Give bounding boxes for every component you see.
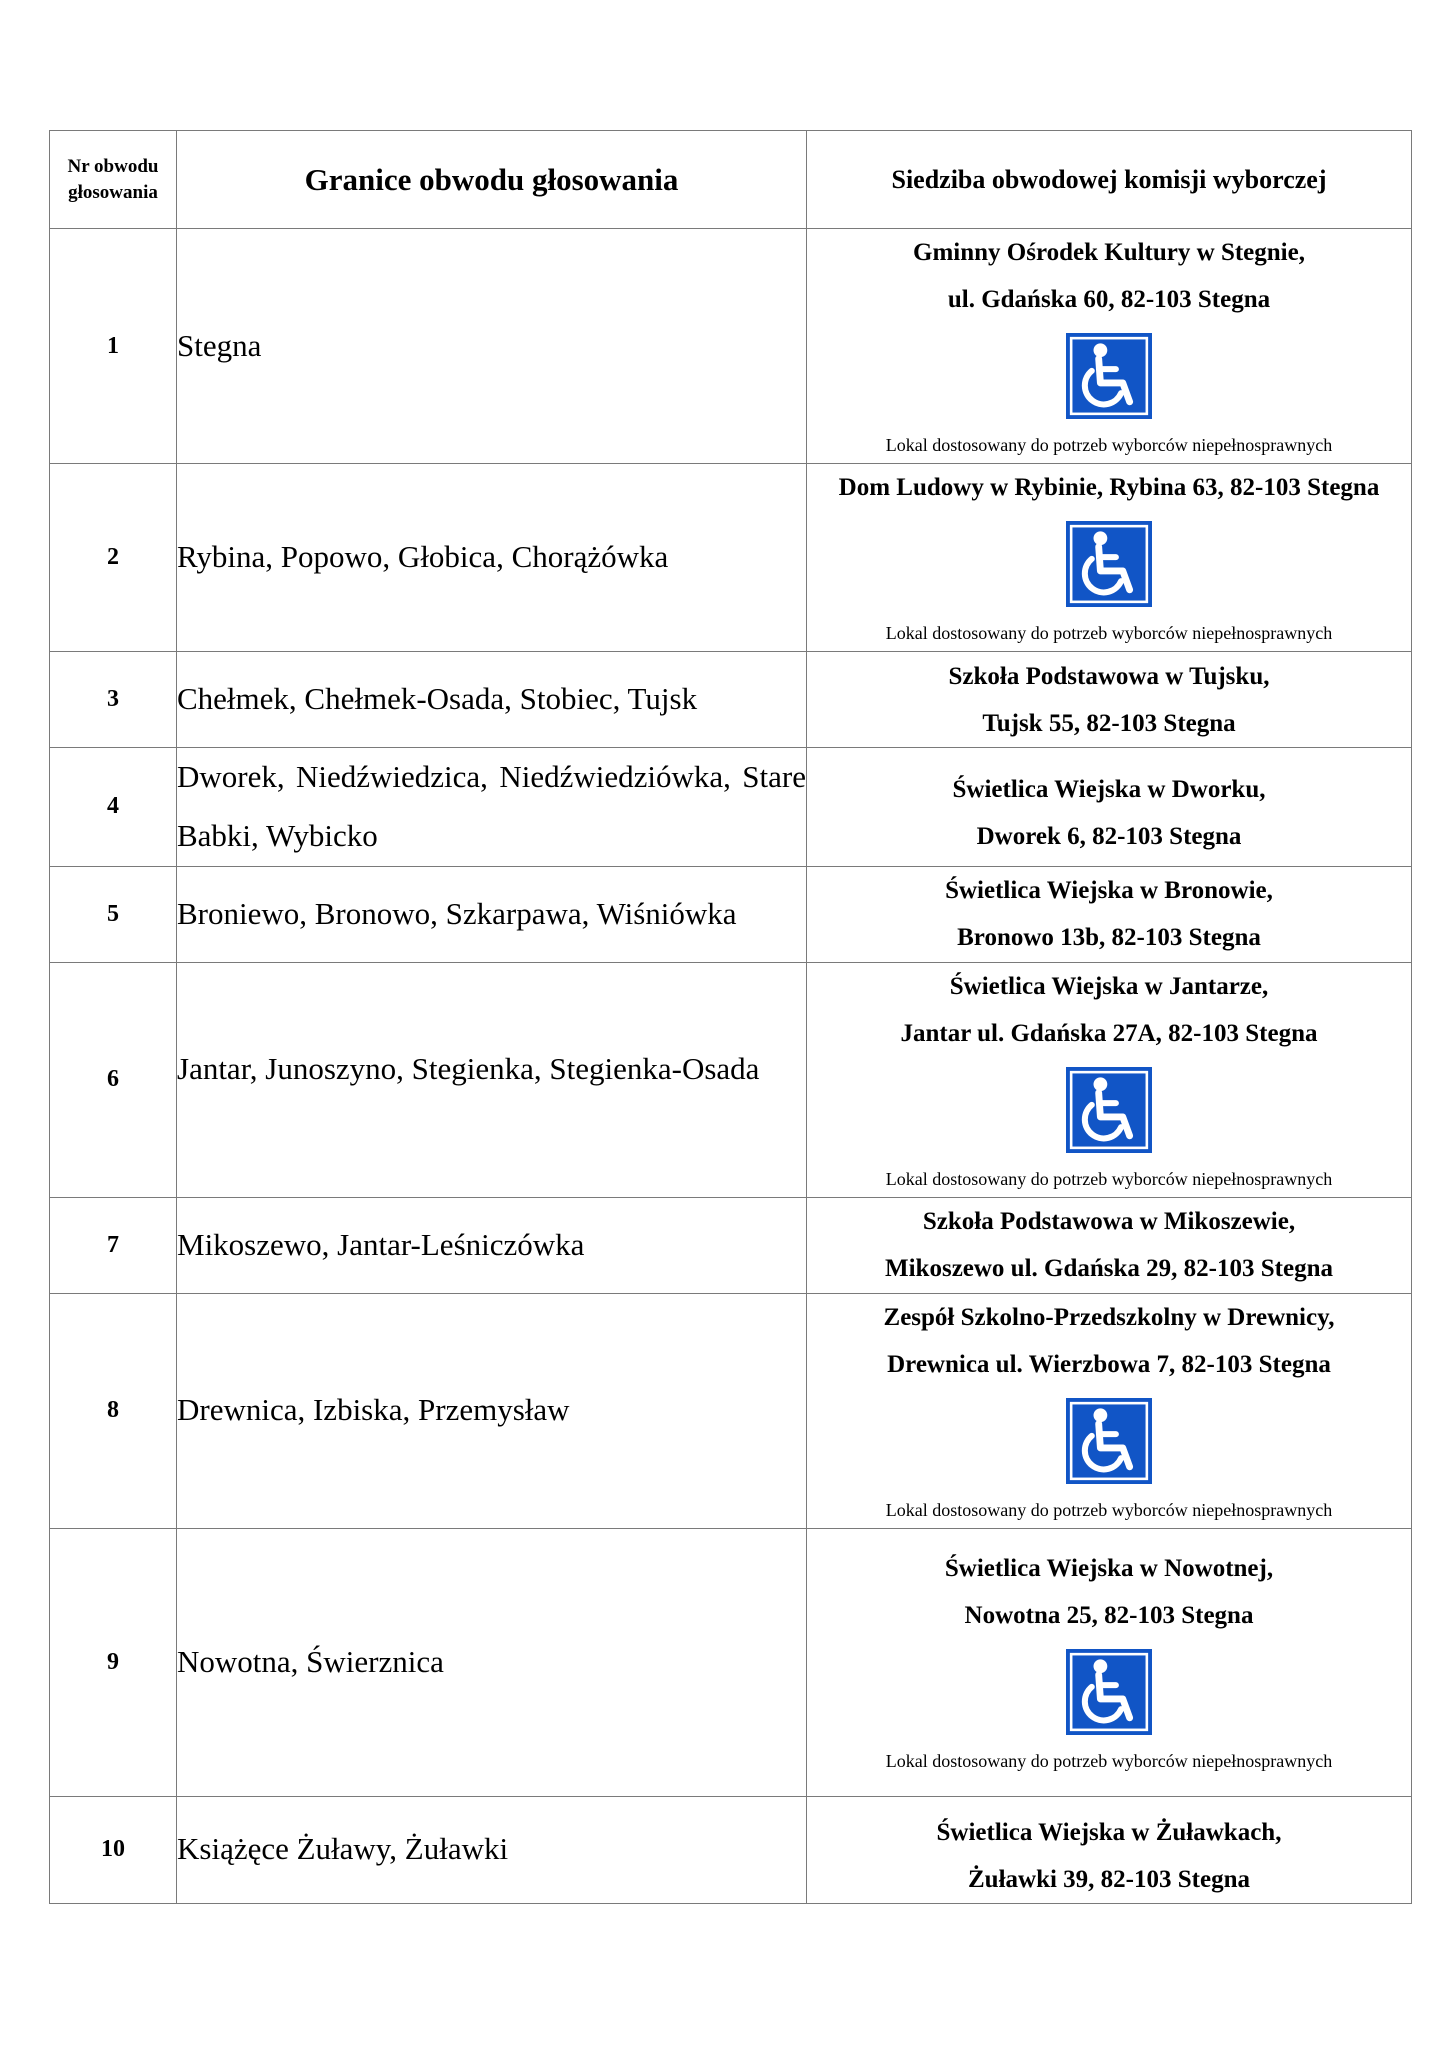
district-bounds: Chełmek, Chełmek-Osada, Stobiec, Tujsk — [177, 652, 807, 748]
wheelchair-accessible-icon — [1066, 1649, 1152, 1735]
table-row-10 — [50, 1796, 1412, 1903]
commission-seat — [807, 962, 1412, 1197]
seat-address-line: Bronowo 13b, 82-103 Stegna — [957, 924, 1261, 952]
seat-name-line: Świetlica Wiejska w Bronowie, — [945, 877, 1273, 905]
commission-seat — [807, 866, 1412, 962]
table-row-3 — [50, 652, 1412, 748]
district-number: 3 — [50, 652, 177, 748]
seat-address-line: ul. Gdańska 60, 82-103 Stegna — [947, 286, 1271, 313]
district-bounds: Rybina, Popowo, Głobica, Chorążówka — [177, 464, 807, 652]
table-row-4 — [50, 748, 1412, 867]
header-nr-line2: głosowania — [68, 181, 158, 203]
district-number: 6 — [50, 962, 177, 1197]
district-number: 4 — [50, 748, 177, 867]
district-number: 5 — [50, 866, 177, 962]
table-row-1 — [50, 229, 1412, 464]
accessibility-block — [807, 333, 1411, 457]
commission-seat — [807, 464, 1412, 652]
seat-address-line: Żuławki 39, 82-103 Stegna — [968, 1865, 1250, 1893]
commission-seat — [807, 1197, 1412, 1293]
commission-seat — [807, 1528, 1412, 1796]
accessibility-note: Lokal dostosowany do potrzeb wyborców niepełnosprawnych — [885, 1751, 1333, 1772]
seat-address-line: Tujsk 55, 82-103 Stegna — [982, 709, 1236, 737]
voting-districts-table — [49, 130, 1412, 1904]
seat-name-line: Świetlica Wiejska w Nowotnej, — [944, 1555, 1274, 1583]
commission-seat — [807, 229, 1412, 464]
district-bounds: Drewnica, Izbiska, Przemysław — [177, 1293, 807, 1528]
accessibility-note: Lokal dostosowany do potrzeb wyborców niepełnosprawnych — [885, 435, 1333, 455]
table-row-9 — [50, 1528, 1412, 1796]
district-bounds: Mikoszewo, Jantar-Leśniczówka — [177, 1197, 807, 1293]
district-bounds: Dworek, Niedźwiedzica, Niedźwiedziówka, Stare Babki, Wybicko — [177, 748, 807, 867]
seat-name-line: Szkoła Podstawowa w Tujsku, — [948, 662, 1270, 690]
seat-name-line: Dom Ludowy w Rybinie, Rybina 63, 82-103 Stegna — [838, 474, 1380, 501]
commission-seat — [807, 1293, 1412, 1528]
accessibility-block — [807, 1067, 1411, 1191]
header-district-bounds: Granice obwodu głosowania — [177, 131, 807, 229]
table-row-2 — [50, 464, 1412, 652]
accessibility-block — [807, 1649, 1411, 1773]
district-bounds: Jantar, Junoszyno, Stegienka, Stegienka-Osada — [177, 962, 807, 1197]
district-number: 7 — [50, 1197, 177, 1293]
district-bounds: Nowotna, Świerznica — [177, 1528, 807, 1796]
table-header-row — [50, 131, 1412, 229]
header-commission-seat: Siedziba obwodowej komisji wyborczej — [807, 131, 1412, 229]
wheelchair-accessible-icon — [1066, 1067, 1152, 1153]
district-number: 2 — [50, 464, 177, 652]
accessibility-note: Lokal dostosowany do potrzeb wyborców niepełnosprawnych — [885, 623, 1333, 643]
district-number: 9 — [50, 1528, 177, 1796]
wheelchair-accessible-icon — [1066, 333, 1152, 419]
seat-name-line: Świetlica Wiejska w Jantarze, — [949, 972, 1269, 1000]
seat-name-line: Gminny Ośrodek Kultury w Stegnie, — [913, 239, 1305, 266]
seat-address-line: Drewnica ul. Wierzbowa 7, 82-103 Stegna — [887, 1350, 1331, 1378]
header-district-number — [50, 131, 177, 229]
seat-name-line: Szkoła Podstawowa w Mikoszewie, — [922, 1208, 1296, 1236]
wheelchair-accessible-icon — [1066, 521, 1152, 607]
seat-name-line: Zespół Szkolno-Przedszkolny w Drewnicy, — [883, 1303, 1335, 1331]
commission-seat — [807, 748, 1412, 867]
table-row-8 — [50, 1293, 1412, 1528]
district-number: 8 — [50, 1293, 177, 1528]
district-bounds: Stegna — [177, 229, 807, 464]
seat-name-line: Świetlica Wiejska w Żuławkach, — [936, 1818, 1282, 1846]
district-number: 1 — [50, 229, 177, 464]
commission-seat — [807, 652, 1412, 748]
accessibility-note: Lokal dostosowany do potrzeb wyborców niepełnosprawnych — [885, 1168, 1333, 1189]
header-nr-line1: Nr obwodu — [67, 155, 159, 177]
accessibility-block — [807, 521, 1411, 645]
district-bounds: Broniewo, Bronowo, Szkarpawa, Wiśniówka — [177, 866, 807, 962]
table-row-5 — [50, 866, 1412, 962]
seat-address-line: Nowotna 25, 82-103 Stegna — [964, 1602, 1254, 1630]
district-bounds: Książęce Żuławy, Żuławki — [177, 1796, 807, 1903]
accessibility-note: Lokal dostosowany do potrzeb wyborców niepełnosprawnych — [885, 1499, 1333, 1520]
table-body — [50, 229, 1412, 1904]
table-row-7 — [50, 1197, 1412, 1293]
seat-address-line: Dworek 6, 82-103 Stegna — [976, 822, 1242, 850]
table-row-6 — [50, 962, 1412, 1197]
wheelchair-accessible-icon — [1066, 1398, 1152, 1484]
district-number: 10 — [50, 1796, 177, 1903]
commission-seat — [807, 1796, 1412, 1903]
seat-address-line: Mikoszewo ul. Gdańska 29, 82-103 Stegna — [885, 1255, 1333, 1283]
seat-address-line: Jantar ul. Gdańska 27A, 82-103 Stegna — [900, 1019, 1318, 1047]
seat-name-line: Świetlica Wiejska w Dworku, — [952, 775, 1266, 803]
accessibility-block — [807, 1398, 1411, 1522]
